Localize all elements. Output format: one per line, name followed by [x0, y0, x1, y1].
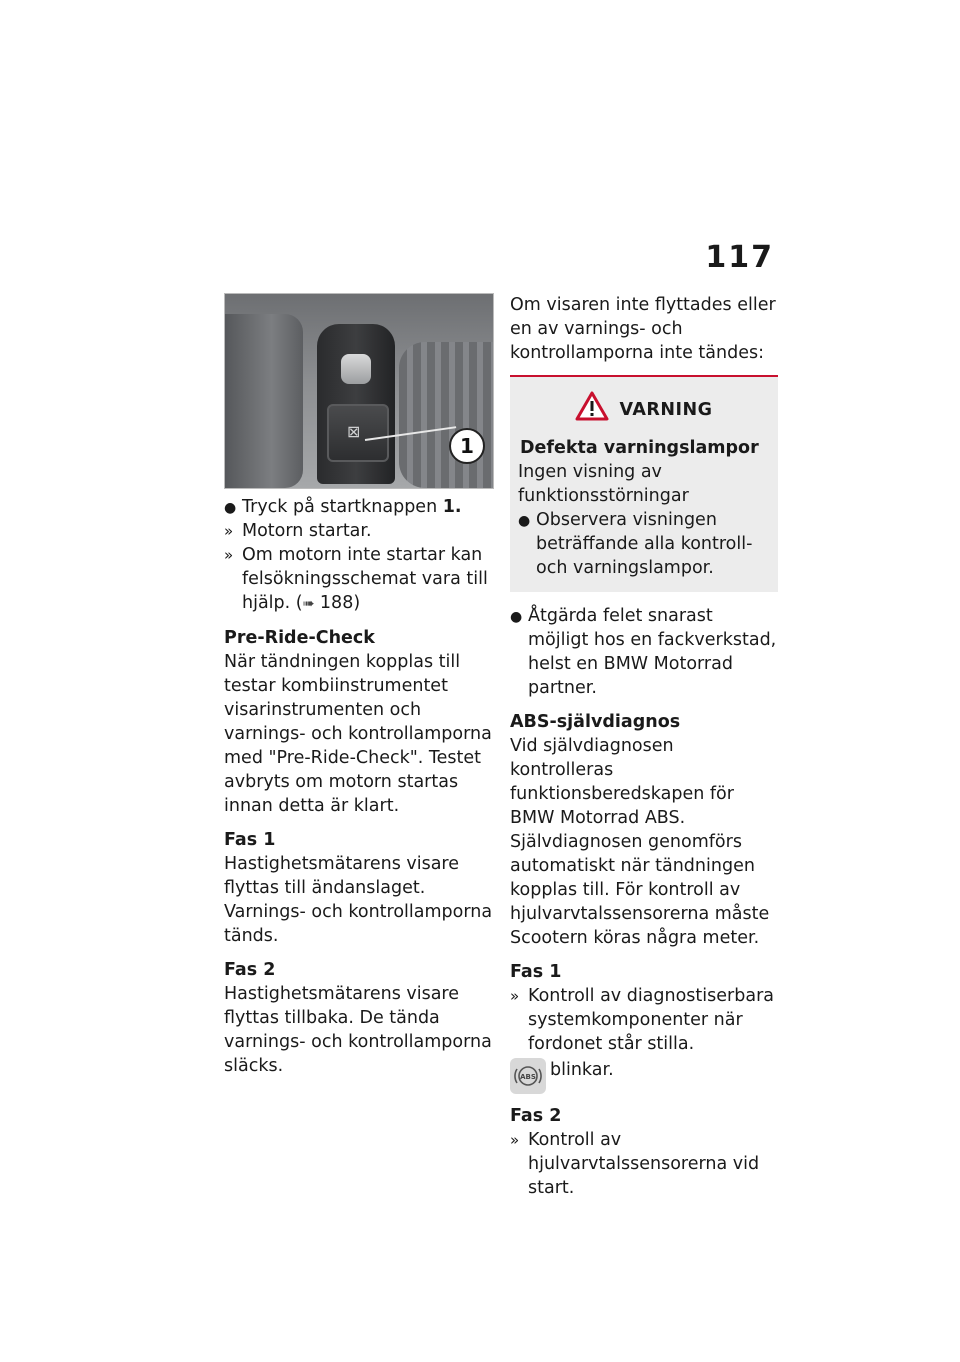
warning-title: VARNING: [619, 399, 713, 420]
result-text: Kontroll av diagnostiserbara systemkomponenter när fordonet står stilla.: [528, 986, 774, 1054]
paragraph: Vid självdiagnosen kontrolleras funktionsberedskapen för BMW Motorrad ABS. Självdiagnosen genomförs automatiskt när tändningen kopplas till. För kontroll av hjulvarvtalssensorerna måste Scootern köras några meter.: [510, 736, 770, 948]
result-text: Om motorn inte startar kan felsökningsschemat vara till hjälp.: [242, 545, 488, 613]
list-item: [224, 495, 494, 519]
result-arrow-icon: »: [224, 546, 234, 564]
result-arrow-icon: »: [510, 1131, 520, 1149]
bullet-text: Observera visningen beträffande alla kontroll- och varningslampor.: [536, 510, 753, 578]
paragraph: Hastighetsmätarens visare flyttas tillbaka. De tända varnings- och kontrollamporna släcks.: [224, 984, 492, 1076]
abs-indicator-icon: [510, 1058, 546, 1094]
abs-blink-text: blinkar.: [550, 1060, 614, 1080]
warning-triangle-icon: [575, 391, 609, 428]
photo-start-symbol: ⊠: [347, 422, 361, 441]
list-item: [510, 1128, 778, 1200]
fas1-list: [510, 984, 778, 1056]
fas2-list: [510, 1128, 778, 1200]
page-number: 117: [705, 240, 774, 275]
page-reference[interactable]: 188): [319, 593, 361, 613]
abs-icon-label: ABS: [520, 1073, 536, 1081]
photo-grip-ribs: [399, 342, 493, 488]
photo-handlebar-left: [225, 314, 303, 488]
photo-upper-button: [341, 354, 371, 384]
step-text: Tryck på startknappen: [242, 497, 438, 517]
start-procedure-list: [224, 495, 494, 616]
callout-number: 1: [449, 428, 485, 464]
right-column: [510, 293, 778, 1210]
result-arrow-icon: »: [510, 987, 520, 1005]
page-reference-arrow-icon: ➠: [302, 596, 315, 612]
list-item: [224, 519, 494, 543]
left-column: [224, 293, 494, 1088]
warning-box: [510, 375, 778, 592]
section-heading: Fas 2: [224, 960, 276, 980]
list-item: [510, 604, 778, 700]
bullet-icon: ●: [510, 609, 523, 625]
section-heading: Fas 1: [510, 962, 562, 982]
result-text: Motorn startar.: [242, 521, 372, 541]
list-item: » Om motorn inte startar kan felsökningsschemat vara till hjälp. (➠ 188): [224, 545, 488, 613]
paragraph: Om visaren inte flyttades eller en av varnings- och kontrollamporna inte tändes:: [510, 295, 776, 363]
result-arrow-icon: »: [224, 522, 234, 540]
section-heading: Pre-Ride-Check: [224, 628, 375, 648]
list-item: [518, 508, 770, 580]
handlebar-switch-photo: [224, 293, 494, 489]
result-text: Kontroll av hjulvarvtalssensorerna vid start.: [528, 1130, 760, 1198]
warning-text: Ingen visning av funktionsstörningar: [518, 462, 689, 506]
step-ref: 1.: [442, 497, 462, 517]
section-heading: Fas 1: [224, 830, 276, 850]
bullet-icon: ●: [224, 500, 237, 516]
section-heading: Fas 2: [510, 1106, 562, 1126]
paragraph: När tändningen kopplas till testar kombiinstrumentet visarinstrumenten och varnings- och kontrollamporna med "Pre-Ride-Check". Testet avbryts om motorn startas innan detta är klart.: [224, 652, 492, 816]
paragraph: Hastighetsmätarens visare flyttas till ändanslaget. Varnings- och kontrollamporna tänds.: [224, 854, 493, 946]
bullet-text: Åtgärda felet snarast möjligt hos en fackverkstad, helst en BMW Motorrad partner.: [528, 606, 777, 698]
warning-subtitle: Defekta varningslampor: [520, 438, 759, 458]
bullet-icon: ●: [518, 513, 531, 529]
abs-indicator-row: [510, 1058, 778, 1094]
warning-title-row: [518, 391, 770, 428]
list-item: [510, 984, 778, 1056]
action-list: [510, 604, 778, 700]
section-heading: ABS-självdiagnos: [510, 712, 681, 732]
